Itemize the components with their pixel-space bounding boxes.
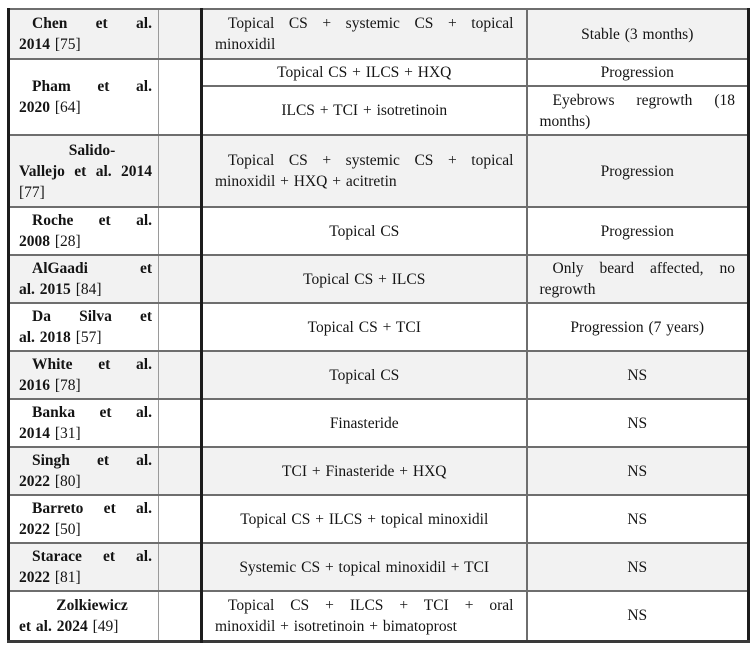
author-citation-line: [19, 231, 152, 252]
study-cell: [9, 207, 159, 255]
cell-line: Only beard affected, no: [552, 260, 735, 277]
table-row: [9, 59, 749, 86]
author-citation-line: [19, 519, 152, 540]
study-cell: [9, 543, 159, 591]
treatment-cell: [202, 543, 527, 591]
cell-line: Topical CS + ILCS: [303, 270, 426, 288]
outcome-cell: [527, 447, 749, 495]
spacer-cell: [159, 135, 202, 207]
author-year: al. 2018: [19, 329, 71, 346]
spacer-cell: [159, 399, 202, 447]
author-citation-line: [19, 279, 152, 300]
author-year: al. 2015: [19, 281, 71, 298]
cell-line: Topical CS + systemic CS + topical: [228, 15, 514, 32]
study-cell: [9, 255, 159, 303]
treatment-cell: [202, 86, 527, 135]
outcome-cell: [527, 59, 749, 86]
author-name-line: Roche et al.: [32, 212, 152, 229]
studies-table-body: [9, 9, 749, 641]
table-row: [9, 495, 749, 543]
citation-ref: [77]: [19, 183, 45, 201]
cell-line: Topical CS + systemic CS + topical: [228, 152, 514, 169]
citation-ref: [64]: [54, 99, 81, 116]
cell-line: months): [539, 112, 591, 130]
citation-ref: [28]: [54, 233, 81, 250]
author-citation-line: [19, 616, 152, 637]
spacer-cell: [159, 303, 202, 351]
table-row: [9, 207, 749, 255]
spacer-cell: [159, 255, 202, 303]
outcome-cell: [527, 207, 749, 255]
treatment-cell: [202, 255, 527, 303]
study-cell: [9, 351, 159, 399]
author-name-line: Singh et al.: [32, 452, 152, 469]
author-year: 2008: [19, 233, 50, 250]
outcome-cell: [527, 591, 749, 641]
cell-line: Progression (7 years): [570, 318, 705, 336]
author-year: 2022: [19, 473, 50, 490]
table-row: [9, 543, 749, 591]
author-name-line: Vallejo et al. 2014: [19, 162, 152, 180]
citation-ref: [78]: [54, 377, 81, 394]
author-name-line: White et al.: [32, 356, 152, 373]
cell-line: regrowth: [539, 281, 596, 298]
author-name-line: AlGaadi et: [32, 260, 152, 277]
author-year: 2014: [19, 36, 50, 53]
author-name-line: Pham et al.: [32, 78, 152, 95]
cell-line: NS: [627, 607, 648, 625]
citation-ref: [57]: [75, 329, 102, 346]
author-year: et al. 2024: [19, 617, 88, 635]
cell-line: Topical CS + ILCS + topical minoxidil: [240, 510, 489, 528]
outcome-cell: [527, 399, 749, 447]
treatment-cell: [202, 399, 527, 447]
cell-line: NS: [627, 414, 648, 432]
cell-line: Progression: [600, 162, 674, 180]
spacer-cell: [159, 9, 202, 59]
author-year: 2014: [19, 425, 50, 442]
citation-ref: [50]: [54, 521, 81, 538]
treatment-cell: [202, 9, 527, 59]
treatment-cell: [202, 59, 527, 86]
cell-line: minoxidil + HXQ + acitretin: [215, 173, 397, 190]
cell-line: Topical CS: [329, 222, 400, 240]
author-year: 2022: [19, 521, 50, 538]
author-name-line: Da Silva et: [32, 308, 152, 325]
table-row: [9, 399, 749, 447]
author-year: 2022: [19, 569, 50, 586]
study-cell: [9, 59, 159, 135]
cell-line: Progression: [600, 64, 674, 81]
cell-line: ILCS + TCI + isotretinoin: [281, 102, 448, 119]
study-cell: [9, 495, 159, 543]
cell-line: NS: [627, 366, 648, 384]
treatment-cell: [202, 135, 527, 207]
cell-line: NS: [627, 510, 648, 528]
cell-line: NS: [627, 462, 648, 480]
table-row: [9, 447, 749, 495]
author-citation-line: [19, 567, 152, 588]
author-name-line: Salido-: [68, 141, 116, 159]
cell-line: Topical CS + TCI: [307, 318, 421, 336]
spacer-cell: [159, 351, 202, 399]
author-citation-line: [19, 34, 152, 55]
cell-line: Topical CS + ILCS + HXQ: [277, 64, 452, 81]
outcome-cell: [527, 351, 749, 399]
spacer-cell: [159, 59, 202, 135]
table-row: [9, 9, 749, 59]
study-cell: [9, 9, 159, 59]
table-row: [9, 591, 749, 641]
cell-line: Topical CS + ILCS + TCI + oral: [228, 596, 514, 614]
author-citation-line: [19, 423, 152, 444]
spacer-cell: [159, 591, 202, 641]
study-cell: [9, 591, 159, 641]
studies-table: [7, 8, 750, 643]
treatment-cell: [202, 447, 527, 495]
study-cell: [9, 447, 159, 495]
cell-line: minoxidil: [215, 36, 276, 53]
treatment-cell: [202, 303, 527, 351]
cell-line: Systemic CS + topical minoxidil + TCI: [239, 558, 490, 576]
citation-ref: [49]: [92, 617, 119, 635]
author-name-line: Chen et al.: [32, 15, 152, 32]
citation-ref: [84]: [75, 281, 102, 298]
cell-line: minoxidil + isotretinoin + bimatoprost: [215, 617, 457, 635]
paper-table-crop: [7, 8, 750, 643]
outcome-cell: [527, 495, 749, 543]
author-citation-line: [19, 97, 152, 118]
table-row: [9, 255, 749, 303]
outcome-cell: [527, 86, 749, 135]
spacer-cell: [159, 543, 202, 591]
citation-ref: [31]: [54, 425, 81, 442]
author-year: 2020: [19, 99, 50, 116]
table-row: [9, 135, 749, 207]
cell-line: Stable (3 months): [581, 25, 694, 43]
outcome-cell: [527, 303, 749, 351]
author-citation-line: [19, 375, 152, 396]
outcome-cell: [527, 255, 749, 303]
citation-ref: [81]: [54, 569, 81, 586]
author-citation-line: [19, 182, 152, 203]
spacer-cell: [159, 207, 202, 255]
study-cell: [9, 399, 159, 447]
citation-ref: [75]: [54, 36, 81, 53]
author-name-line: Barreto et al.: [32, 500, 152, 517]
author-citation-line: [19, 471, 152, 492]
outcome-cell: [527, 9, 749, 59]
outcome-cell: [527, 135, 749, 207]
treatment-cell: [202, 207, 527, 255]
cell-line: TCI + Finasteride + HXQ: [282, 462, 447, 480]
table-row: [9, 351, 749, 399]
cell-line: Topical CS: [329, 366, 400, 384]
author-citation-line: [19, 327, 152, 348]
treatment-cell: [202, 591, 527, 641]
cell-line: Progression: [600, 222, 674, 240]
author-name-line: Banka et al.: [32, 404, 152, 421]
treatment-cell: [202, 351, 527, 399]
author-name-line: Starace et al.: [32, 548, 152, 565]
cell-line: NS: [627, 558, 648, 576]
table-row: [9, 303, 749, 351]
cell-line: Finasteride: [329, 414, 399, 432]
spacer-cell: [159, 447, 202, 495]
outcome-cell: [527, 543, 749, 591]
citation-ref: [80]: [54, 473, 81, 490]
study-cell: [9, 303, 159, 351]
treatment-cell: [202, 495, 527, 543]
cell-line: Eyebrows regrowth (18: [552, 91, 735, 109]
author-year: 2016: [19, 377, 50, 394]
study-cell: [9, 135, 159, 207]
spacer-cell: [159, 495, 202, 543]
author-name-line: Zolkiewicz: [56, 596, 128, 614]
